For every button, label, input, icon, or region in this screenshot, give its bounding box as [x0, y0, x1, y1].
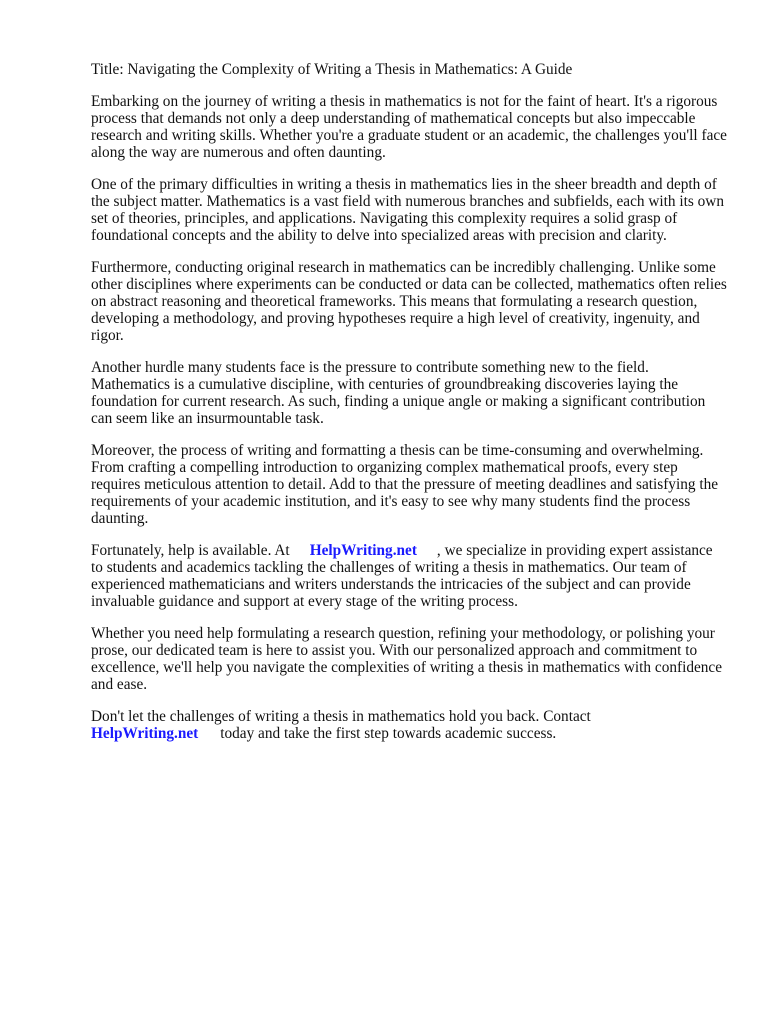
paragraph-closing [91, 708, 728, 742]
paragraph-research: Furthermore, conducting original research in mathematics can be incredibly challenging. Unlike some other disciplines where experiments can be conducted or data can be collected, mathematics often relies on abstract reasoning and theoretical frameworks. This means that formulating a research question, developing a methodology, and proving hypotheses require a high level of creativity, ingenuity, and rigor. [91, 259, 727, 344]
helpwriting-link-closing[interactable]: HelpWriting.net [91, 725, 199, 742]
closing-text-before: Don't let the challenges of writing a thesis in mathematics hold you back. Contact [91, 708, 591, 725]
document-title: Title: Navigating the Complexity of Writing a Thesis in Mathematics: A Guide [91, 61, 573, 78]
paragraph-help [91, 542, 728, 610]
paragraph-pressure: Another hurdle many students face is the pressure to contribute something new to the field. Mathematics is a cumulative discipline, with centuries of groundbreaking discoveries laying the foundation for current research. As such, finding a unique angle or making a significant contribution can seem like an insurmountable task. [91, 359, 706, 427]
paragraph-intro: Embarking on the journey of writing a thesis in mathematics is not for the faint of heart. It's a rigorous process that demands not only a deep understanding of mathematical concepts but also impeccable research and writing skills. Whether you're a graduate student or an academic, the challenges you'll face along the way are numerous and often daunting. [91, 93, 727, 161]
helpwriting-link[interactable]: HelpWriting.net [309, 542, 417, 559]
help-text-after: , we specialize in providing expert assistance to students and academics tackling the challenges of writing a thesis in mathematics. Our team of experienced mathematicians and writers understands the intricacies of the subject and can provide invaluable guidance and support at every stage of the writing process. [91, 542, 713, 610]
help-text-before: Fortunately, help is available. At [91, 542, 290, 559]
closing-text-after: today and take the first step towards academic success. [220, 725, 557, 742]
paragraph-difficulties: One of the primary difficulties in writing a thesis in mathematics lies in the sheer breadth and depth of the subject matter. Mathematics is a vast field with numerous branches and subfields, each with its own set of theories, principles, and applications. Navigating this complexity requires a solid grasp of foundational concepts and the ability to delve into specialized areas with precision and clarity. [91, 176, 724, 244]
paragraph-assist: Whether you need help formulating a research question, refining your methodology, or polishing your prose, our dedicated team is here to assist you. With our personalized approach and commitment to excellence, we'll help you navigate the complexities of writing a thesis in mathematics with confidence and ease. [91, 625, 722, 693]
paragraph-process: Moreover, the process of writing and formatting a thesis can be time-consuming and overwhelming. From crafting a compelling introduction to organizing complex mathematical proofs, every step requires meticulous attention to detail. Add to that the pressure of meeting deadlines and satisfying the requirements of your academic institution, and it's easy to see why many students find the process daunting. [91, 442, 719, 527]
